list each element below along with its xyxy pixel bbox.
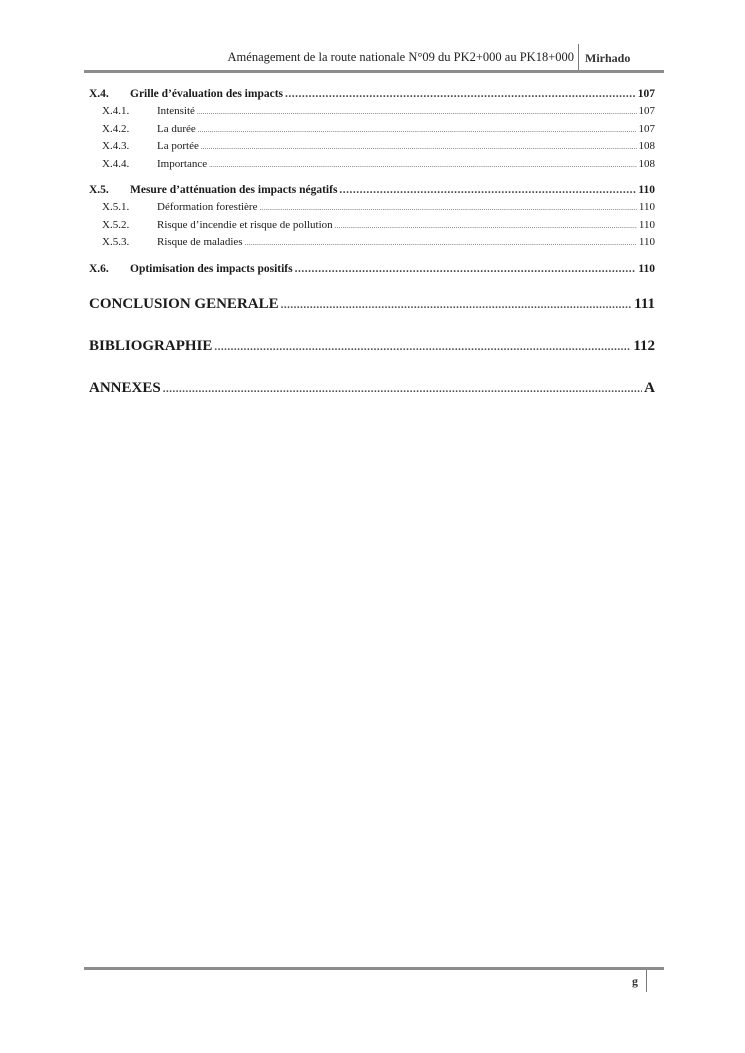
footer-separator [646, 970, 647, 992]
toc-entry-x4-3[interactable] [89, 140, 655, 158]
spacer [89, 280, 655, 296]
toc-leader [214, 338, 631, 355]
toc-page: 110 [638, 236, 655, 248]
toc-label: BIBLIOGRAPHIE [89, 337, 213, 354]
toc-entry-x4[interactable] [89, 88, 655, 105]
toc-entry-x4-2[interactable] [89, 123, 655, 141]
toc-entry-x5[interactable] [89, 184, 655, 201]
toc-label: ANNEXES [89, 379, 161, 396]
toc-number: X.5.1. [102, 201, 130, 213]
header-author: Mirhado [585, 51, 631, 65]
toc-leader [335, 219, 637, 231]
header-title: Aménagement de la route nationale N°09 du PK2+000 au PK18+000 [227, 50, 574, 64]
toc-page: 107 [638, 105, 655, 117]
toc-leader [285, 88, 636, 100]
toc-number: X.4.1. [102, 105, 130, 117]
toc-entry-x5-2[interactable] [89, 219, 655, 237]
toc-page: 108 [638, 157, 655, 170]
toc-label: Importance [157, 157, 208, 170]
spacer [89, 175, 655, 184]
toc-page: 107 [637, 88, 655, 100]
toc-leader [245, 236, 637, 248]
spacer [89, 254, 655, 263]
toc-page: 107 [638, 122, 655, 135]
toc-entry-x4-1[interactable] [89, 105, 655, 123]
header-rule [84, 70, 664, 73]
toc-entry-x5-1[interactable] [89, 201, 655, 219]
spacer [89, 364, 655, 380]
table-of-contents [89, 88, 655, 406]
toc-page: 108 [638, 140, 655, 152]
toc-label: La portée [157, 140, 199, 152]
toc-leader [281, 296, 633, 313]
toc-number: X.4.3. [102, 140, 130, 152]
toc-label: Déformation forestière [157, 201, 258, 213]
toc-leader [197, 105, 637, 117]
toc-page: 110 [638, 262, 655, 275]
toc-entry-conclusion[interactable] [89, 296, 655, 322]
toc-leader [209, 158, 636, 170]
toc-leader [259, 201, 636, 213]
toc-leader [339, 184, 636, 196]
toc-page: 110 [638, 184, 655, 196]
toc-number: X.5.3. [102, 236, 130, 248]
toc-number: X.6. [89, 262, 109, 275]
toc-number: X.4.2. [102, 122, 130, 135]
header-separator [578, 44, 579, 70]
toc-entry-x5-3[interactable] [89, 236, 655, 254]
toc-label: Mesure d’atténuation des impacts négatifs [130, 184, 338, 196]
toc-label: Risque d’incendie et risque de pollution [157, 218, 333, 231]
footer-rule [84, 967, 664, 970]
toc-label: CONCLUSION GENERALE [89, 295, 279, 312]
toc-label: Intensité [157, 105, 195, 117]
toc-number: X.5.2. [102, 218, 130, 231]
spacer [89, 322, 655, 338]
toc-leader [163, 380, 642, 397]
toc-label: La durée [157, 122, 196, 135]
toc-label: Grille d’évaluation des impacts [130, 88, 284, 100]
toc-entry-annexes[interactable] [89, 380, 655, 406]
toc-label: Risque de maladies [157, 236, 243, 248]
toc-leader [295, 263, 637, 275]
toc-entry-x4-4[interactable] [89, 158, 655, 176]
toc-page: 111 [634, 295, 655, 312]
toc-entry-bibliographie[interactable] [89, 338, 655, 364]
toc-number: X.4. [89, 88, 109, 100]
toc-number: X.4.4. [102, 157, 130, 170]
footer-page-number: g [632, 974, 638, 988]
toc-page: 110 [638, 201, 655, 213]
toc-leader [201, 140, 637, 152]
toc-page: 110 [638, 218, 655, 231]
toc-label: Optimisation des impacts positifs [130, 262, 293, 275]
toc-leader [198, 123, 637, 135]
toc-entry-x6[interactable] [89, 263, 655, 280]
toc-page: A [644, 379, 655, 396]
toc-number: X.5. [89, 184, 109, 196]
toc-page: 112 [633, 337, 655, 354]
